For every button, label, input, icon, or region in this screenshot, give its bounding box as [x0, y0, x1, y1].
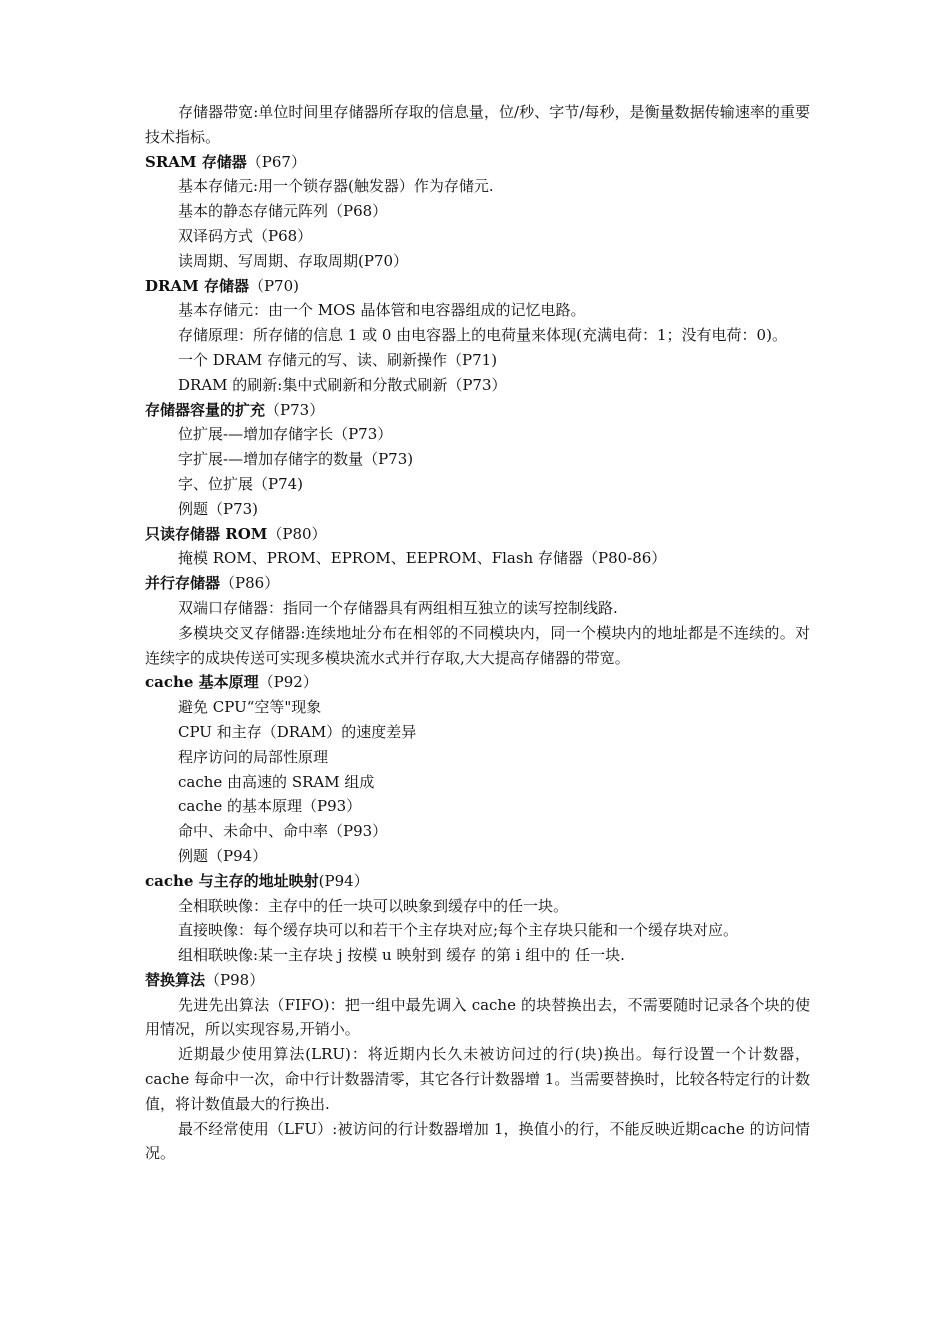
list-item: cache 的基本原理（P93） — [178, 797, 362, 816]
heading-cache-principle: cache 基本原理（P92） — [145, 673, 318, 692]
list-item: 避免 CPU“空等"现象 — [178, 698, 322, 717]
paragraph-lfu: 最不经常使用（LFU）:被访问的行计数器增加 1，换值小的行，不能反映近期cache 的访问情况。 — [145, 1119, 810, 1163]
list-item: DRAM 的刷新:集中式刷新和分散式刷新（P73） — [178, 375, 507, 394]
paragraph-fifo: 先进先出算法（FIFO)：把一组中最先调入 cache 的块替换出去，不需要随时记录各个块的使用情况，所以实现容易,开销小。 — [145, 995, 810, 1039]
list-item: 例题（P73) — [178, 499, 259, 518]
list-item: 基本的静态存储元阵列（P68） — [178, 202, 388, 221]
list-item: 程序访问的局部性原理 — [178, 747, 329, 766]
list-item: cache 由高速的 SRAM 组成 — [178, 772, 375, 791]
list-item: 掩模 ROM、PROM、EPROM、EEPROM、Flash 存储器（P80-86） — [178, 549, 667, 568]
heading-capacity-expansion: 存储器容量的扩充（P73） — [145, 400, 325, 419]
list-item: 基本存储元:用一个锁存器(触发器）作为存储元. — [178, 177, 494, 196]
paragraph-interleaved-memory: 多模块交叉存储器:连续地址分布在相邻的不同模块内，同一个模块内的地址都是不连续的。对连续字的成块传送可实现多模块流水式并行存取,大大提高存储器的带宽。 — [145, 623, 810, 667]
heading-sram: SRAM 存储器（P67） — [145, 152, 306, 171]
list-item: 双译码方式（P68） — [178, 226, 313, 245]
list-item: CPU 和主存（DRAM）的速度差异 — [178, 722, 417, 741]
list-item: 字、位扩展（P74) — [178, 474, 304, 493]
heading-replacement-algorithm: 替换算法（P98） — [145, 970, 265, 989]
heading-parallel-memory: 并行存储器（P86） — [145, 574, 280, 593]
list-item: 双端口存储器：指同一个存储器具有两组相互独立的读写控制线路. — [178, 598, 618, 617]
heading-address-mapping: cache 与主存的地址映射(P94） — [145, 871, 369, 890]
heading-dram: DRAM 存储器（P70) — [145, 276, 299, 295]
paragraph-bandwidth: 存储器带宽:单位时间里存储器所存取的信息量，位/秒、字节/每秒，是衡量数据传输速率的重要技术指标。 — [145, 103, 810, 146]
list-item: 全相联映像：主存中的任一块可以映象到缓存中的任一块。 — [178, 896, 569, 915]
list-item: 组相联映像:某一主存块 j 按模 u 映射到 缓存 的第 i 组中的 任一块. — [178, 946, 625, 965]
list-item: 直接映像：每个缓存块可以和若干个主存块对应;每个主存块只能和一个缓存块对应。 — [178, 921, 739, 940]
paragraph-dram-principle: 存储原理：所存储的信息 1 或 0 由电容器上的电荷量来体现(充满电荷：1；没有电荷：0)。 — [178, 326, 787, 345]
list-item: 命中、未命中、命中率（P93） — [178, 822, 388, 841]
paragraph-lru: 近期最少使用算法(LRU)：将近期内长久未被访问过的行(块)换出。每行设置一个计数器，cache 每命中一次，命中行计数器清零，其它各行计数器增 1。当需要替换时，比较各特定行的计数值，将计数值最大的行换出. — [145, 1045, 810, 1113]
document-page — [145, 100, 810, 1166]
list-item: 读周期、写周期、存取周期(P70） — [178, 251, 409, 270]
list-item: 一个 DRAM 存储元的写、读、刷新操作（P71) — [178, 350, 498, 369]
list-item: 例题（P94） — [178, 846, 268, 865]
heading-rom: 只读存储器 ROM（P80） — [145, 524, 327, 543]
list-item: 基本存储元：由一个 MOS 晶体管和电容器组成的记忆电路。 — [178, 301, 586, 320]
list-item: 字扩展-—增加存储字的数量（P73) — [178, 450, 414, 469]
list-item: 位扩展-—增加存储字长（P73） — [178, 425, 393, 444]
